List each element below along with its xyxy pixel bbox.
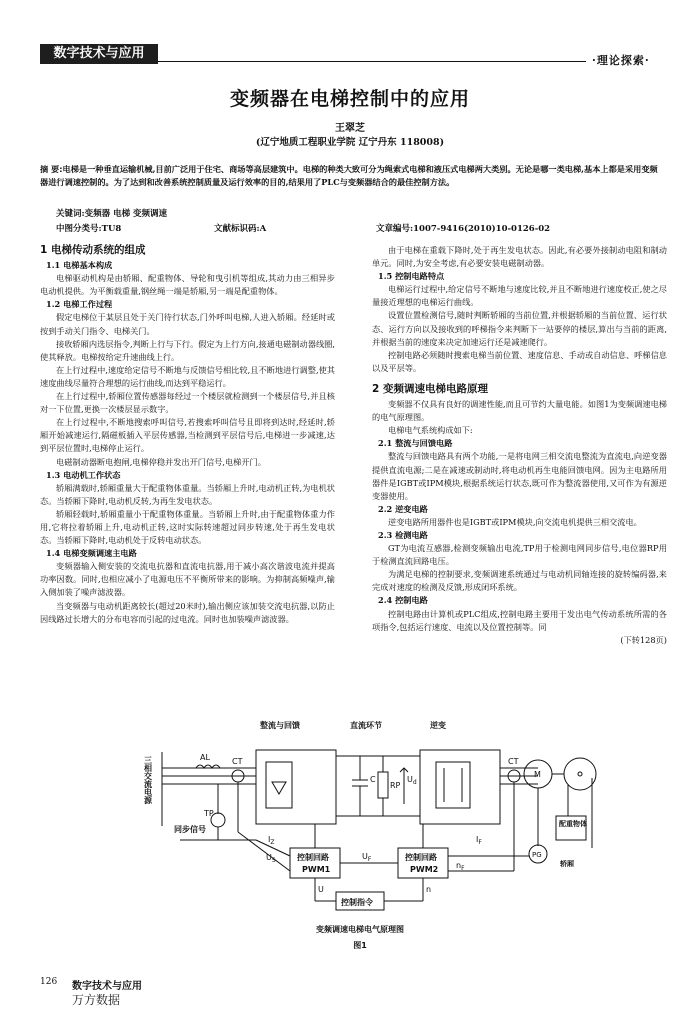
paragraph: 在上行过程中,速度给定信号不断地与反馈信号相比较,且不断地进行调整,使其速度曲线尽量符合理想的运行曲线,而达到平稳运行。	[40, 364, 335, 388]
label-command: 控制指令	[341, 898, 373, 907]
paragraph: 为满足电梯的控制要求,变频调速系统通过与电动机同轴连接的旋转编码器,来完成对速度的检测及反馈,形成闭环系统。	[372, 569, 667, 593]
subsection-heading: 2.3 检测电路	[378, 529, 428, 540]
paragraph: GT为电流互感器,检测变频输出电流,TP用于检测电网同步信号,电位器RP用于检测直流回路电压。	[372, 543, 667, 567]
label-ct2: CT	[508, 757, 519, 766]
paragraph: 设置位置检测信号,随时判断轿厢的当前位置,并根据轿厢的当前位置、运行状态、运行方向以及接收到的呼梯指令来判断下一站要停的楼层,算出与当前的距离,并根据当前的速度来决定加速运行还是减速爬行。	[372, 310, 667, 347]
doc-code: 文献标识码:A	[214, 224, 267, 234]
abstract-label: 摘 要:	[40, 164, 63, 174]
ctrl2-line1: 控制回路	[405, 853, 437, 862]
label-inverter: 逆变	[430, 721, 446, 730]
label-nf: $n_F$	[456, 861, 465, 872]
section-tag: 数字技术与应用	[40, 44, 158, 64]
paragraph: 变频器不仅具有良好的调速性能,而且可节约大量电能。如图1为变频调速电梯的电气原理图。	[372, 399, 667, 423]
subsection-heading: 1.5 控制电路特点	[378, 271, 445, 282]
spacer	[372, 375, 667, 383]
label-al: AL	[200, 753, 210, 762]
label-ud: $U_d$	[407, 775, 417, 786]
subsection-heading: 2.4 控制电路	[378, 595, 428, 606]
label-if2: $I_F$	[476, 835, 482, 846]
footer-journal: 数字技术与应用	[72, 981, 142, 992]
label-u: U	[318, 885, 324, 894]
label-sync: 同步信号	[174, 825, 206, 834]
label-m: M	[534, 770, 541, 779]
paragraph: 电梯电气系统构成如下:	[388, 425, 473, 436]
affiliation: (辽宁地质工程职业学院 辽宁丹东 118008)	[255, 137, 445, 148]
label-n: n	[426, 885, 432, 894]
label-car: 轿厢	[560, 860, 574, 868]
right-column	[372, 244, 667, 647]
article-number: 文章编号:1007-9416(2010)10-0126-02	[376, 224, 551, 234]
continued-note: (下转128页)	[620, 634, 667, 645]
paragraph: 电梯运行过程中,给定信号不断地与速度比较,并且不断地进行速度校正,使之尽量接近理想的电梯运行曲线。	[372, 284, 667, 308]
paragraph: 轿厢满载时,轿厢重量大于配重物体重量。当轿厢上升时,电动机正转,为电机状态。当轿厢下降时,电动机反转,为再生发电状态。	[40, 482, 335, 506]
paragraph: 由于电梯在重载下降时,处于再生发电状态。因此,有必要外接制动电阻和制动单元。同时,为安全考虑,有必要安装电磁制动器。	[372, 245, 667, 269]
abstract	[40, 163, 665, 188]
section-heading: 1 电梯传动系统的组成	[40, 244, 146, 256]
paper-title: 变频器在电梯控制中的应用	[229, 88, 470, 110]
label-dc-link: 直流环节	[350, 721, 382, 730]
paragraph: 整流与回馈电路具有两个功能,一是将电网三相交流电整流为直流电,向逆变器提供直流电源;二是在减速或制动时,将电动机再生电能回馈电网。因为主电路所用器件是IGBT或IPM模块,根据系统运行状态,既可作为整流器使用,又可作为有源逆变器使用。	[372, 451, 667, 501]
label-c: C	[370, 775, 376, 784]
paragraph: 变频器输入侧安装的交流电抗器和直流电抗器,用于减小高次谐波电流并提高功率因数。同时,也相应减小了电源电压不平衡所带来的影响。为抑制高频噪声,输入侧加装了噪声滤波器。	[40, 561, 335, 598]
label-uf: $U_F$	[362, 852, 372, 863]
paragraph: 在上行过程中,不断地搜索呼叫信号,若搜索呼叫信号且即将到达时,经延时,轿厢开始减速运行,隔磁板插入平层传感器,当检测到平层信号后,电梯进一步减速,达到平层位置时,电梯停止运行。	[40, 417, 335, 454]
label-rp: RP	[390, 781, 401, 790]
clc-number: 中图分类号:TU8	[56, 224, 122, 234]
figure-number: 图1	[353, 941, 367, 950]
paragraph: 逆变电路所用器件也是IGBT或IPM模块,向交流电机提供三相交流电。	[388, 516, 642, 527]
paragraph: 控制电路由计算机或PLC组成,控制电路主要用于发出电气传动系统所需的各项指令,包括运行速度、电流以及位置控制等。同	[372, 608, 667, 632]
column-label: ·理论探索·	[592, 54, 650, 67]
page-number: 126	[40, 977, 58, 987]
subsection-heading: 1.1 电梯基本构成	[46, 260, 113, 271]
subsection-heading: 1.3 电动机工作状态	[46, 469, 121, 480]
label-counterweight: 配重物体	[559, 820, 587, 828]
abstract-text: 电梯是一种垂直运输机械,目前广泛用于住宅、商场等高层建筑中。电梯的种类大致可分为绳索式电梯和液压式电梯两大类别。无论是哪一类电梯,基本上都是采用变频器进行调速控制的。为了达到和改善系统控制质量及运行效率的目的,结果用了PLC与变频器结合的最佳控制方法。	[40, 164, 658, 187]
subsection-heading: 2.1 整流与回馈电路	[378, 438, 453, 449]
paragraph: 电磁制动器断电抱闸,电梯停稳并发出开门信号,电梯开门。	[56, 456, 266, 467]
ctrl2-line2: PWM2	[410, 865, 439, 874]
label-rectifier: 整流与回馈	[260, 721, 300, 730]
header-rule	[158, 61, 586, 62]
ctrl1-line2: PWM1	[302, 865, 331, 874]
paragraph: 接收轿厢内选层指令,判断上行与下行。假定为上行方向,接通电磁制动器线圈,使其释放。电梯按给定升速曲线上行。	[40, 338, 335, 362]
paragraph: 假定电梯位于某层且处于关门待行状态,门外呼叫电梯,人进入轿厢。经延时或按到手动关门指令、电梯关门。	[40, 312, 335, 336]
left-column	[40, 244, 335, 626]
keywords: 关键词:变频器 电梯 变频调速	[56, 209, 168, 219]
circuit-diagram	[140, 716, 587, 956]
label-iz1: $I_Z$	[268, 835, 275, 846]
author: 王翠芝	[335, 123, 365, 134]
paragraph: 电梯驱动机构是由轿厢、配重物体、导轮和曳引机等组成,其动力由三相异步电动机提供。为平衡载重量,钢丝绳一端是轿厢,另一端是配重物体。	[40, 273, 335, 297]
subsection-heading: 1.4 电梯变频调速主电路	[46, 548, 137, 559]
subsection-heading: 2.2 逆变电路	[378, 503, 428, 514]
label-ct1: CT	[232, 757, 243, 766]
paragraph: 在上行过程中,轿厢位置传感器每经过一个楼层就检测到一个楼层信号,并且核对一下位置,更换一次楼层显示数字。	[40, 391, 335, 415]
paragraph: 轿厢轻载时,轿厢重量小于配重物体重量。当轿厢上升时,由于配重物体重力作用,它将拉着轿厢上升,电动机正转,这时实际转速超过同步转速,处于再生发电状态。当轿厢下降时,电动机处于反转电动状态。	[40, 508, 335, 546]
label-us: $U_S$	[266, 853, 276, 864]
figure-caption: 变频调速电梯电气原理图	[316, 925, 404, 934]
paragraph: 当变频器与电动机距离较长(超过20米时),输出侧应该加装交流电抗器,以防止因线路过长增大的分布电容而引起的过电流。同时也加装噪声滤波器。	[40, 600, 335, 624]
paragraph: 控制电路必须随时搜索电梯当前位置、速度信息、手动或自动信息、呼梯信息以及平层等。	[372, 349, 667, 373]
subsection-heading: 1.2 电梯工作过程	[46, 299, 113, 310]
label-grid: 三相交流电源	[143, 756, 153, 804]
label-pg: PG	[532, 851, 542, 859]
watermark: 万方数据	[72, 993, 121, 1007]
label-tp: TP	[204, 809, 214, 818]
ctrl1-line1: 控制回路	[297, 853, 329, 862]
section-heading: 2 变频调速电梯电路原理	[372, 382, 488, 395]
